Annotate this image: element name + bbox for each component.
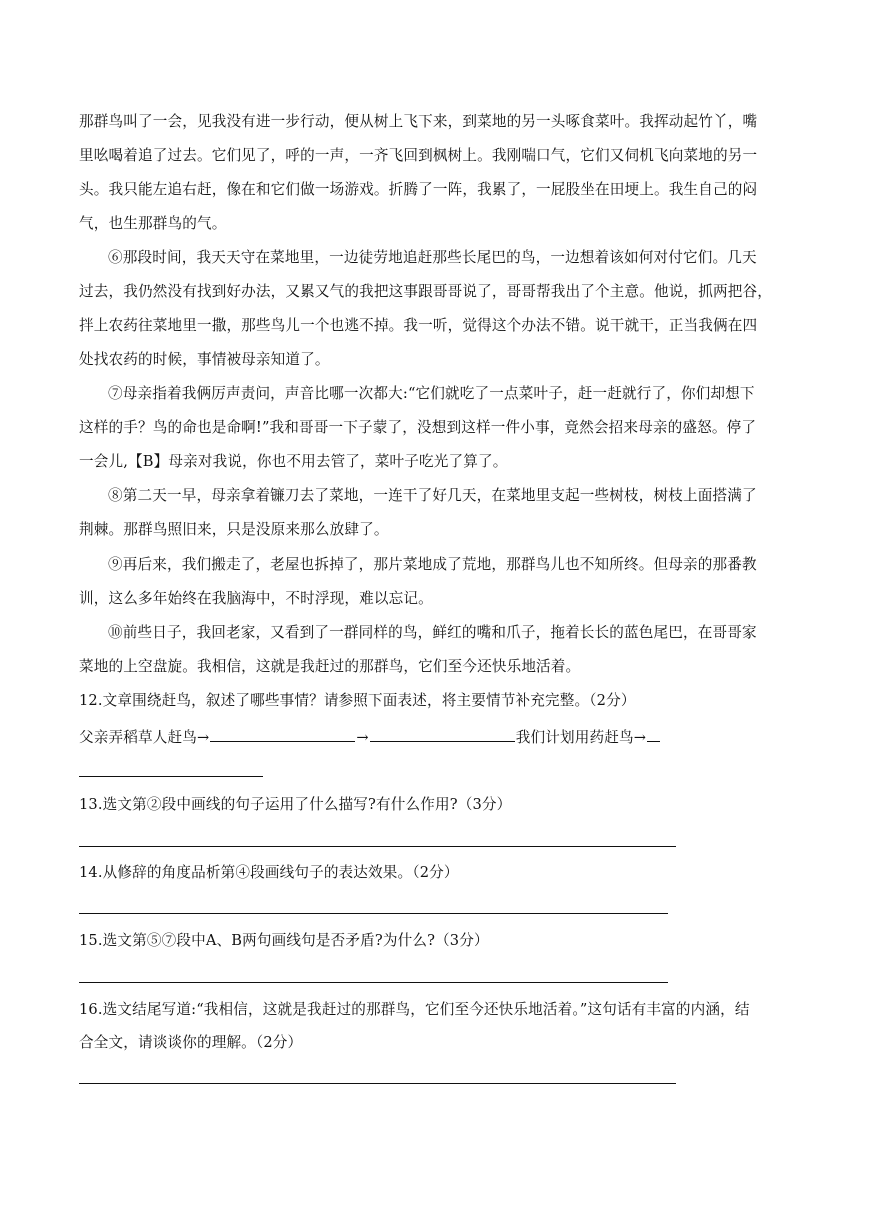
paragraph-6-line: 拌上农药往菜地里一撒，那些鸟儿一个也逃不掉。我一听，觉得这个办法不错。说干就干，正当我俩在四 xyxy=(79,317,758,334)
passage-line: 那群鸟叫了一会，见我没有进一步行动，便从树上飞下来，到菜地的另一头啄食菜叶。我挥动起竹丫，嘴 xyxy=(79,113,758,130)
question-12: 12.文章围绕赶鸟，叙述了哪些事情？请参照下面表述，将主要情节补充完整。（2分） xyxy=(79,692,636,709)
q16-answer-line[interactable] xyxy=(79,1083,676,1084)
paragraph-10-line: 菜地的上空盘旋。我相信，这就是我赶过的那群鸟，它们至今还快乐地活着。 xyxy=(79,658,581,675)
q12-arrow: → xyxy=(356,729,369,746)
q12-answer-blank-2[interactable] xyxy=(370,727,515,742)
paragraph-9-line: ⑨再后来，我们搬走了，老屋也拆掉了，那片菜地成了荒地，那群鸟儿也不知所终。但母亲的那番教 xyxy=(108,556,757,573)
paragraph-8-line: ⑧第二天一早，母亲拿着镰刀去了菜地，一连干了好几天，在菜地里支起一些树枝，树枝上面搭满了 xyxy=(108,487,757,504)
paragraph-8-line: 荆棘。那群鸟照旧来，只是没原来那么放肆了。 xyxy=(79,521,389,538)
q12-arrow: → xyxy=(196,729,210,746)
q14-answer-line[interactable] xyxy=(79,913,668,914)
paragraph-6-line: 处找农药的时候，事情被母亲知道了。 xyxy=(79,351,330,368)
passage-line: 里吆喝着追了过去。它们见了，呼的一声，一齐飞回到枫树上。我刚喘口气，它们又伺机飞向菜地的另一 xyxy=(79,147,758,164)
q15-answer-line[interactable] xyxy=(79,982,668,983)
question-15: 15.选文第⑤⑦段中A、B两句画线句是否矛盾?为什么?（3分） xyxy=(79,932,489,949)
passage-line: 气，也生那群鸟的气。 xyxy=(79,215,227,232)
q12-answer-blank-1[interactable] xyxy=(210,727,355,742)
paragraph-7-line: ⑦母亲指着我俩厉声责问，声音比哪一次都大:“它们就吃了一点菜叶子，赶一赶就行了，你们却想下 xyxy=(108,385,755,402)
paragraph-10-line: ⑩前些日子，我回老家，又看到了一群同样的鸟，鲜红的嘴和爪子，拖着长长的蓝色尾巴，在哥哥家 xyxy=(108,624,757,641)
q12-step-3: 我们计划用药赶鸟 xyxy=(515,729,634,746)
paragraph-7-line: 一会儿,【B】母亲对我说，你也不用去管了，菜叶子吃光了算了。 xyxy=(79,453,508,470)
paragraph-6-line: 过去，我仍然没有找到好办法，又累又气的我把这事跟哥哥说了，哥哥帮我出了个主意。他说，抓两把谷， xyxy=(79,283,772,300)
question-13: 13.选文第②段中画线的句子运用了什么描写?有什么作用?（3分） xyxy=(79,796,512,813)
q12-step-1: 父亲弄稻草人赶鸟 xyxy=(79,729,197,746)
q12-answer-line[interactable] xyxy=(79,776,263,777)
question-12-flow xyxy=(79,727,791,748)
paragraph-7-line: 这样的手？鸟的命也是命啊!”我和哥哥一下子蒙了，没想到这样一件小事，竟然会招来母亲的盛怒。停了 xyxy=(79,419,757,436)
q12-answer-blank-3[interactable] xyxy=(647,727,660,742)
paragraph-9-line: 训，这么多年始终在我脑海中，不时浮现，难以忘记。 xyxy=(79,590,433,607)
paragraph-6-line: ⑥那段时间，我天天守在菜地里，一边徒劳地追赶那些长尾巴的鸟，一边想着该如何对付它们。几天 xyxy=(108,249,757,266)
question-16: 合全文，请谈谈你的理解。（2分） xyxy=(79,1034,303,1051)
question-16: 16.选文结尾写道:“我相信，这就是我赶过的那群鸟，它们至今还快乐地活着。”这句话有丰富的内涵，结 xyxy=(79,1001,750,1018)
passage-line: 头。我只能左追右赶，像在和它们做一场游戏。折腾了一阵，我累了，一屁股坐在田埂上。我生自己的闷 xyxy=(79,181,758,198)
q12-arrow: → xyxy=(633,729,647,746)
q13-answer-line[interactable] xyxy=(79,846,676,847)
question-14: 14.从修辞的角度品析第④段画线句子的表达效果。（2分） xyxy=(79,864,459,881)
